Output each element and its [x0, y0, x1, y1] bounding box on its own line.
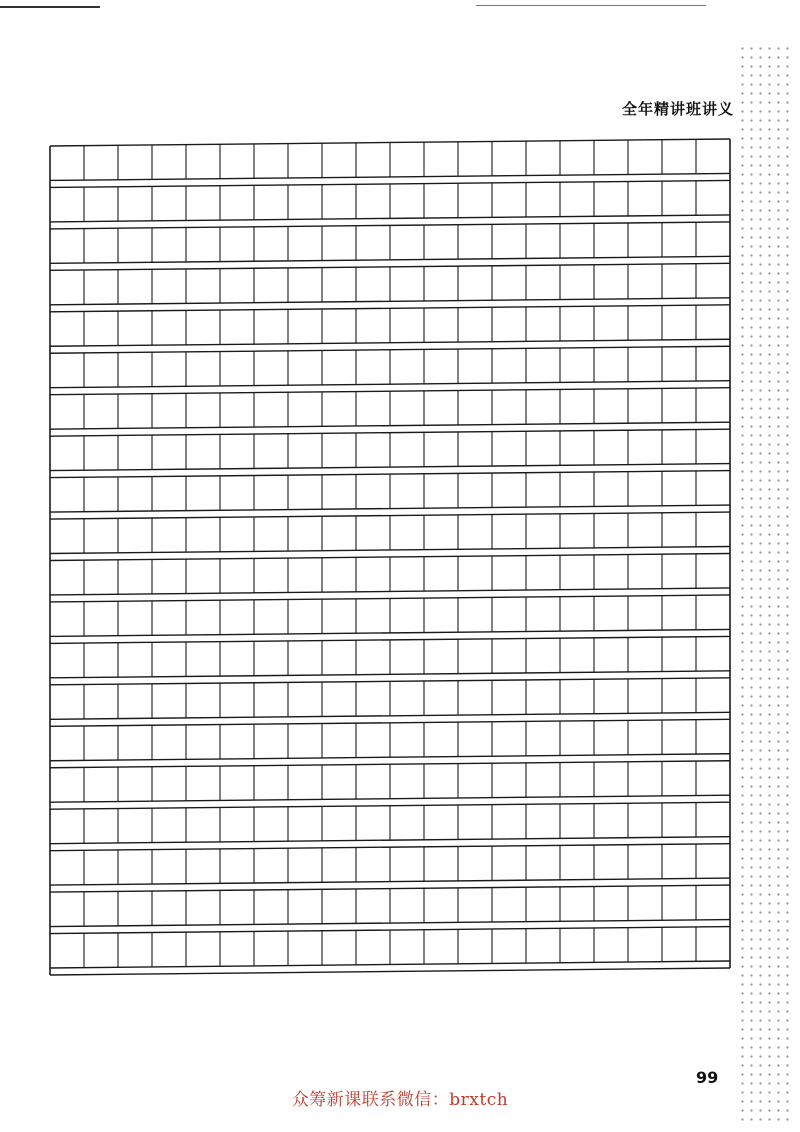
page-header-title: 全年精讲班讲义: [621, 100, 734, 118]
grid-border-bottom: [50, 968, 730, 975]
footer-watermark-text: 众筹新课联系微信：brxtch: [291, 1090, 509, 1110]
page-number: 99: [696, 1068, 719, 1087]
